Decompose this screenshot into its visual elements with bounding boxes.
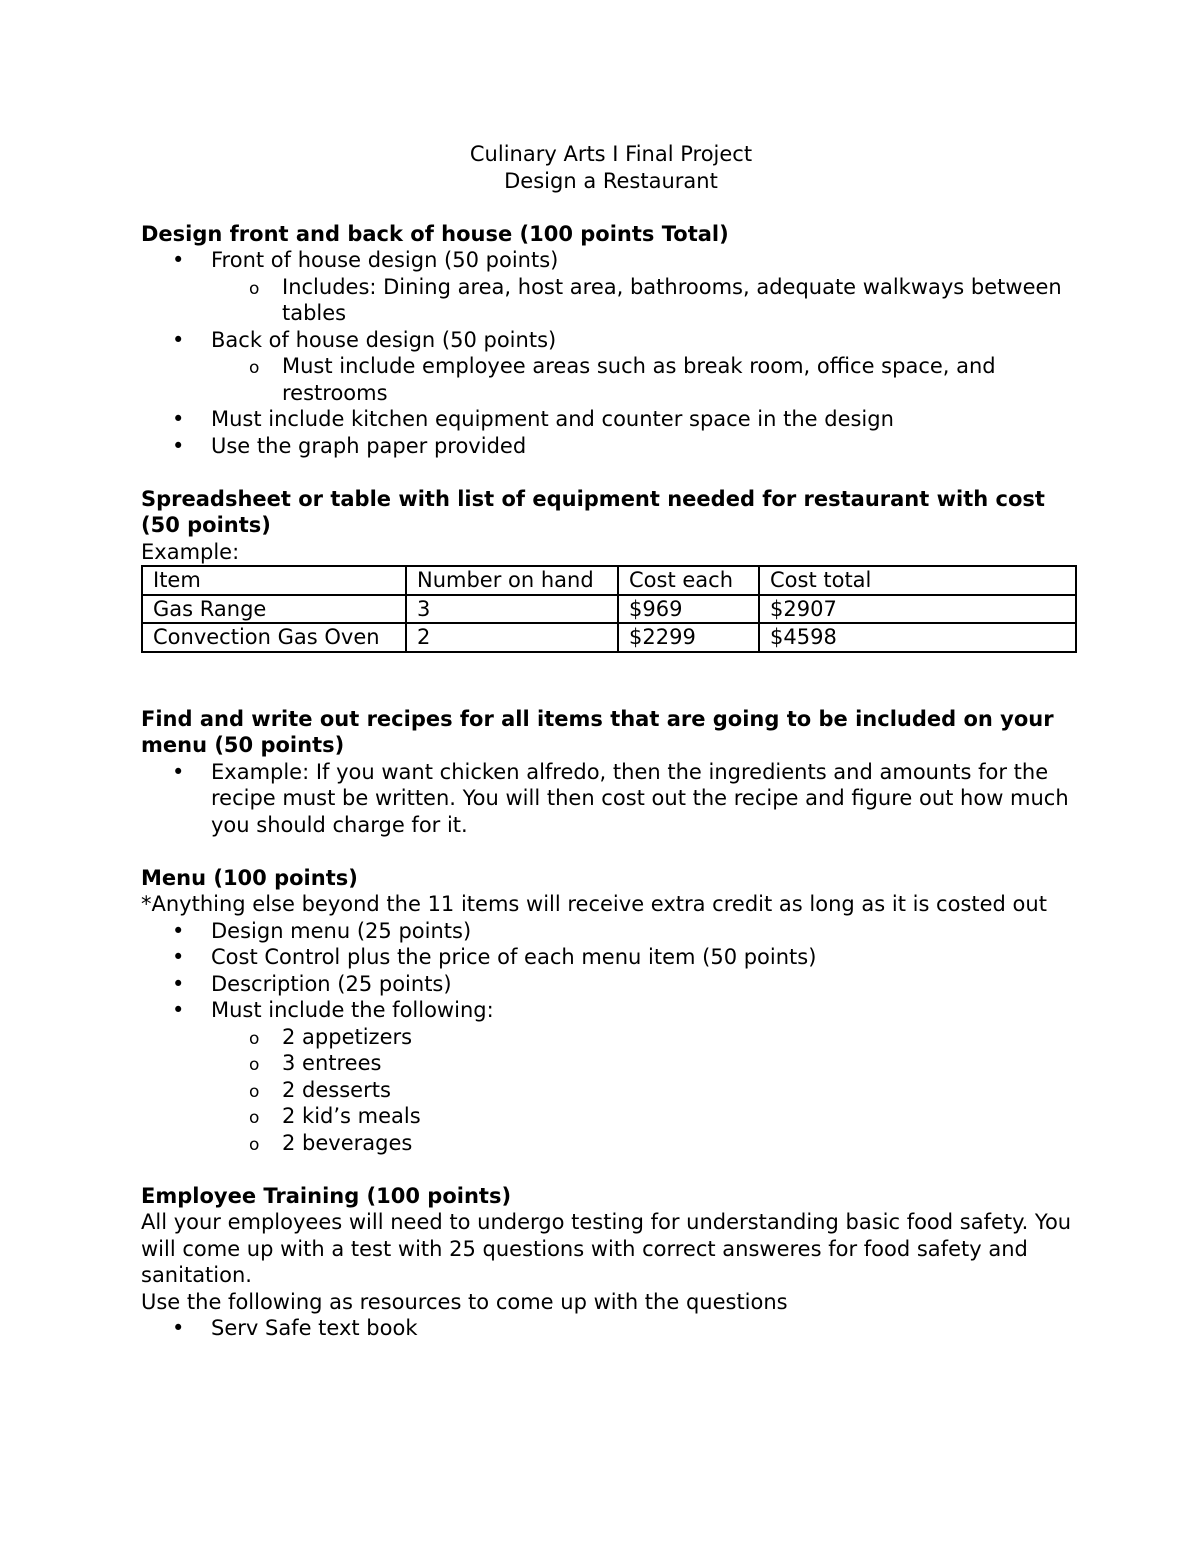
example-label: Example: [141, 539, 240, 564]
list-subitem: o 2 beverages [141, 1130, 1081, 1157]
section-heading-recipes: Find and write out recipes for all items that are going to be included on your menu (50 points) [141, 706, 1054, 757]
table-cell: 3 [406, 595, 618, 624]
table-row [142, 623, 1076, 652]
section-heading-menu: Menu (100 points) [141, 865, 358, 890]
list-subitem: o Includes: Dining area, host area, bathrooms, adequate walkways between tables [141, 274, 1081, 327]
resources-list [141, 1315, 1081, 1342]
document-body [141, 141, 1081, 1342]
list-subitem: o 2 kid’s meals [141, 1103, 1081, 1130]
list-item: • Must include the following: [141, 997, 1081, 1024]
section-heading-equipment: Spreadsheet or table with list of equipment needed for restaurant with cost (50 points) [141, 486, 1045, 537]
menu-list [141, 918, 1081, 1157]
table-cell: Convection Gas Oven [142, 623, 406, 652]
table-cell: 2 [406, 623, 618, 652]
document-subtitle: Design a Restaurant [504, 168, 718, 193]
table-row [142, 595, 1076, 624]
table-header-cell: Number on hand [406, 566, 618, 595]
table-header-cell: Cost each [618, 566, 759, 595]
table-cell: Gas Range [142, 595, 406, 624]
list-item: • Cost Control plus the price of each menu item (50 points) [141, 944, 1081, 971]
equipment-table [141, 565, 1077, 653]
training-paragraph: All your employees will need to undergo testing for understanding basic food safety. You will come up with a test with 25 questions with correct answeres for food safety and sanitation. [141, 1210, 1072, 1287]
list-item: • Design menu (25 points) [141, 918, 1081, 945]
table-header-cell: Cost total [759, 566, 1076, 595]
list-item: • Serv Safe text book [141, 1315, 1081, 1342]
list-item: • Description (25 points) [141, 971, 1081, 998]
list-subitem: o Must include employee areas such as break room, office space, and restrooms [141, 353, 1081, 406]
table-cell: $4598 [759, 623, 1076, 652]
document-title: Culinary Arts I Final Project [469, 142, 753, 166]
recipes-list [141, 759, 1081, 839]
list-subitem: o 2 desserts [141, 1077, 1081, 1104]
house-design-list [141, 247, 1081, 459]
table-cell: $2299 [618, 623, 759, 652]
list-item: • Front of house design (50 points) [141, 247, 1081, 274]
menu-note: *Anything else beyond the 11 items will receive extra credit as long as it is costed out [141, 892, 1047, 916]
training-paragraph-2: Use the following as resources to come up with the questions [141, 1289, 788, 1314]
list-subitem: o 3 entrees [141, 1050, 1081, 1077]
list-item: • Use the graph paper provided [141, 433, 1081, 460]
section-heading-house-design: Design front and back of house (100 points Total) [141, 221, 729, 246]
table-cell: $2907 [759, 595, 1076, 624]
table-header-cell: Item [142, 566, 406, 595]
list-item: • Must include kitchen equipment and counter space in the design [141, 406, 1081, 433]
table-cell: $969 [618, 595, 759, 624]
list-item: • Back of house design (50 points) [141, 327, 1081, 354]
list-subitem: o 2 appetizers [141, 1024, 1081, 1051]
section-heading-training: Employee Training (100 points) [141, 1183, 512, 1208]
list-item: • Example: If you want chicken alfredo, then the ingredients and amounts for the recipe must be written. You will then cost out the recipe and figure out how much you should charge for it. [141, 759, 1081, 839]
table-header-row [142, 566, 1076, 595]
